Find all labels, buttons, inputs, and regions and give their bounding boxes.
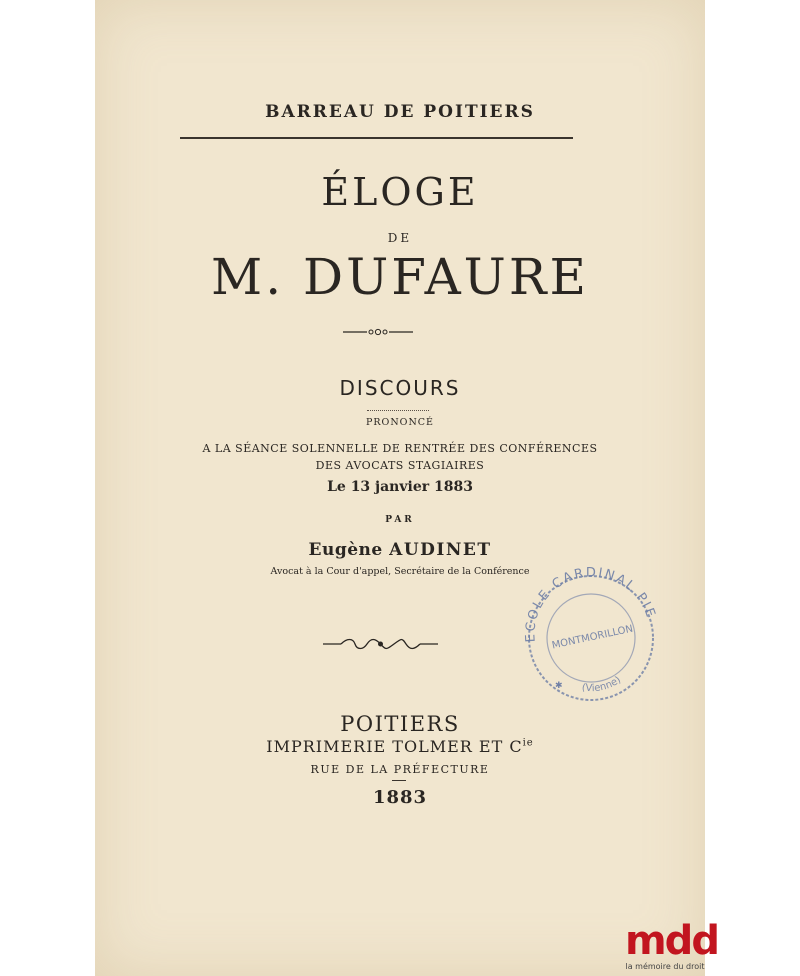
watermark-logo <box>625 918 718 976</box>
watermark-tagline: la mémoire du droit <box>625 962 705 971</box>
occasion-line-1: A LA SÉANCE SOLENNELLE DE RENTRÉE DES CONFÉRENCES <box>202 442 598 455</box>
author-last-name: AUDINET <box>389 540 492 560</box>
author-first-name: Eugène <box>308 540 383 560</box>
header-title: BARREAU DE POITIERS <box>265 102 535 122</box>
publication-city: POITIERS <box>340 712 460 736</box>
speech-date: Le 13 janvier 1883 <box>327 479 473 495</box>
watermark-logo-mark: mdd <box>625 918 718 964</box>
by-label: PAR <box>385 515 415 525</box>
year-rule <box>392 780 406 781</box>
genre-heading: DISCOURS <box>339 376 461 400</box>
printer-name-text: IMPRIMERIE TOLMER ET C <box>266 737 523 756</box>
author-role: Avocat à la Cour d'appel, Secrétaire de la Conférence <box>270 566 530 577</box>
header-rule <box>180 137 573 139</box>
printer-name <box>95 737 705 756</box>
library-stamp <box>515 560 665 710</box>
printer-name-sup: ie <box>522 737 534 749</box>
stamp-star-icon: ✱ <box>555 681 563 691</box>
ornament-scroll-icon <box>323 637 438 651</box>
author-name <box>95 540 705 560</box>
title-subject: M. DUFAURE <box>211 248 589 306</box>
ornament-divider-icon <box>343 326 413 338</box>
occasion-line-2: DES AVOCATS STAGIAIRES <box>315 459 485 472</box>
title-eloge: ÉLOGE <box>321 170 479 214</box>
publication-year: 1883 <box>372 787 428 808</box>
genre-underline <box>367 410 429 411</box>
document-page <box>95 0 718 976</box>
stamp-middle-text: MONTMORILLON <box>550 623 635 652</box>
stamp-top-text: ECOLE CARDINAL PIE <box>523 565 659 643</box>
pronounced-label: PRONONCÉ <box>366 417 434 428</box>
printer-address: RUE DE LA PRÉFECTURE <box>310 763 490 776</box>
stamp-bottom-text: (Vienne) <box>580 674 624 695</box>
title-connector: DE <box>387 231 413 245</box>
